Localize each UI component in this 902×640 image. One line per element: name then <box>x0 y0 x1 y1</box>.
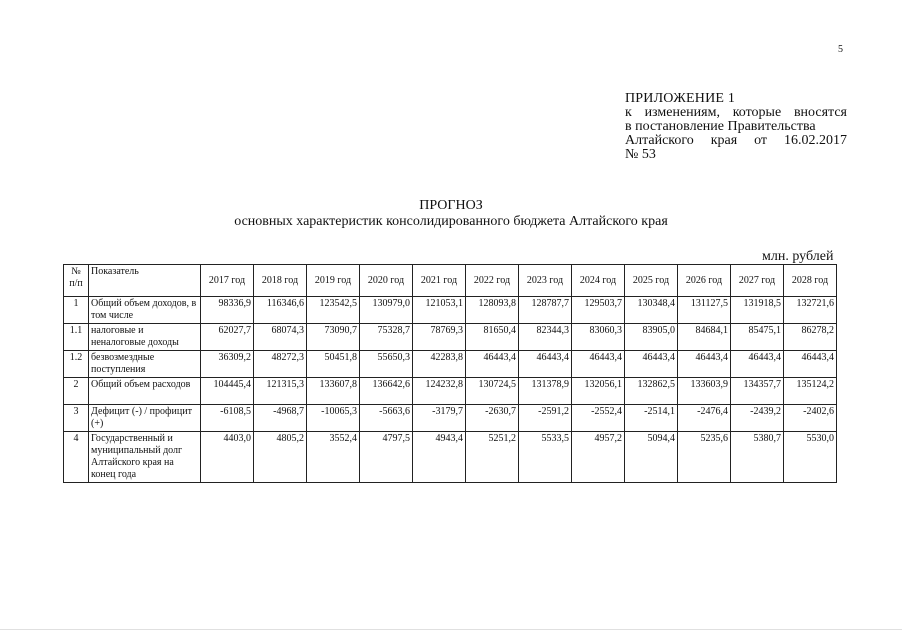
cell-value: 116346,6 <box>254 297 307 324</box>
header-year: 2021 год <box>413 265 466 297</box>
cell-value: 5533,5 <box>519 432 572 483</box>
cell-value: 46443,4 <box>784 351 837 378</box>
cell-value: 131378,9 <box>519 378 572 405</box>
cell-value: 62027,7 <box>201 324 254 351</box>
row-number: 2 <box>64 378 89 405</box>
table-header-row <box>64 265 837 297</box>
cell-value: 4403,0 <box>201 432 254 483</box>
cell-value: 86278,2 <box>784 324 837 351</box>
page-number: 5 <box>838 44 843 55</box>
cell-value: 46443,4 <box>625 351 678 378</box>
cell-value: 4805,2 <box>254 432 307 483</box>
cell-value: -2591,2 <box>519 405 572 432</box>
cell-value: -2514,1 <box>625 405 678 432</box>
cell-value: 85475,1 <box>731 324 784 351</box>
appendix-block <box>625 92 847 162</box>
cell-value: 84684,1 <box>678 324 731 351</box>
cell-value: -2630,7 <box>466 405 519 432</box>
cell-value: 46443,4 <box>519 351 572 378</box>
row-label: безвозмездные поступления <box>89 351 201 378</box>
cell-value: 48272,3 <box>254 351 307 378</box>
header-year: 2025 год <box>625 265 678 297</box>
cell-value: 81650,4 <box>466 324 519 351</box>
cell-value: 132721,6 <box>784 297 837 324</box>
row-label: Общий объем расходов <box>89 378 201 405</box>
cell-value: 83060,3 <box>572 324 625 351</box>
table-row <box>64 324 837 351</box>
cell-value: 4797,5 <box>360 432 413 483</box>
appendix-line: в постановление Правительства <box>625 119 816 134</box>
cell-value: 131127,5 <box>678 297 731 324</box>
cell-value: 46443,4 <box>572 351 625 378</box>
cell-value: 5530,0 <box>784 432 837 483</box>
page-divider <box>0 629 902 630</box>
units-label: млн. рублей <box>762 249 834 264</box>
cell-value: -3179,7 <box>413 405 466 432</box>
row-number: 4 <box>64 432 89 483</box>
table-row <box>64 432 837 483</box>
cell-value: 3552,4 <box>307 432 360 483</box>
cell-value: -6108,5 <box>201 405 254 432</box>
header-year: 2022 год <box>466 265 519 297</box>
header-year: 2020 год <box>360 265 413 297</box>
cell-value: -5663,6 <box>360 405 413 432</box>
row-label: Государственный и муниципальный долг Алтайского края на конец года <box>89 432 201 483</box>
cell-value: 82344,3 <box>519 324 572 351</box>
cell-value: 78769,3 <box>413 324 466 351</box>
cell-value: 42283,8 <box>413 351 466 378</box>
cell-value: -10065,3 <box>307 405 360 432</box>
cell-value: 131918,5 <box>731 297 784 324</box>
cell-value: 5380,7 <box>731 432 784 483</box>
header-year: 2017 год <box>201 265 254 297</box>
cell-value: 46443,4 <box>731 351 784 378</box>
forecast-table <box>63 264 837 483</box>
row-number: 1.2 <box>64 351 89 378</box>
cell-value: 104445,4 <box>201 378 254 405</box>
header-year: 2028 год <box>784 265 837 297</box>
row-label: налоговые и неналоговые доходы <box>89 324 201 351</box>
row-label: Дефицит (-) / профицит (+) <box>89 405 201 432</box>
cell-value: 98336,9 <box>201 297 254 324</box>
cell-value: 83905,0 <box>625 324 678 351</box>
cell-value: -4968,7 <box>254 405 307 432</box>
row-label: Общий объем доходов, в том числе <box>89 297 201 324</box>
row-number: 1 <box>64 297 89 324</box>
cell-value: 132056,1 <box>572 378 625 405</box>
cell-value: -2552,4 <box>572 405 625 432</box>
row-number: 3 <box>64 405 89 432</box>
header-num: № п/п <box>64 265 89 297</box>
cell-value: 68074,3 <box>254 324 307 351</box>
cell-value: 121315,3 <box>254 378 307 405</box>
header-year: 2018 год <box>254 265 307 297</box>
row-number: 1.1 <box>64 324 89 351</box>
cell-value: 136642,6 <box>360 378 413 405</box>
cell-value: 46443,4 <box>466 351 519 378</box>
cell-value: 132862,5 <box>625 378 678 405</box>
cell-value: 135124,2 <box>784 378 837 405</box>
cell-value: 121053,1 <box>413 297 466 324</box>
cell-value: 5235,6 <box>678 432 731 483</box>
cell-value: 130724,5 <box>466 378 519 405</box>
cell-value: 134357,7 <box>731 378 784 405</box>
cell-value: 123542,5 <box>307 297 360 324</box>
document-subtitle: основных характеристик консолидированного бюджета Алтайского края <box>234 214 668 229</box>
cell-value: 55650,3 <box>360 351 413 378</box>
cell-value: 130348,4 <box>625 297 678 324</box>
cell-value: 5094,4 <box>625 432 678 483</box>
cell-value: 128093,8 <box>466 297 519 324</box>
appendix-line: к изменениям, которые вносятся <box>625 105 847 120</box>
table-row <box>64 405 837 432</box>
header-year: 2023 год <box>519 265 572 297</box>
cell-value: 50451,8 <box>307 351 360 378</box>
cell-value: 75328,7 <box>360 324 413 351</box>
header-year: 2027 год <box>731 265 784 297</box>
header-indicator: Показатель <box>89 265 201 297</box>
cell-value: 133607,8 <box>307 378 360 405</box>
cell-value: 124232,8 <box>413 378 466 405</box>
cell-value: 128787,7 <box>519 297 572 324</box>
cell-value: -2439,2 <box>731 405 784 432</box>
cell-value: -2476,4 <box>678 405 731 432</box>
cell-value: 46443,4 <box>678 351 731 378</box>
cell-value: 4943,4 <box>413 432 466 483</box>
cell-value: -2402,6 <box>784 405 837 432</box>
cell-value: 133603,9 <box>678 378 731 405</box>
appendix-title: ПРИЛОЖЕНИЕ 1 <box>625 91 736 106</box>
cell-value: 36309,2 <box>201 351 254 378</box>
table-row <box>64 351 837 378</box>
document-title: ПРОГНОЗ <box>419 198 483 213</box>
cell-value: 5251,2 <box>466 432 519 483</box>
cell-value: 73090,7 <box>307 324 360 351</box>
table-row <box>64 378 837 405</box>
table-row <box>64 297 837 324</box>
cell-value: 129503,7 <box>572 297 625 324</box>
appendix-line: Алтайского края от 16.02.2017 <box>625 133 847 148</box>
appendix-line: № 53 <box>625 147 656 162</box>
cell-value: 130979,0 <box>360 297 413 324</box>
header-year: 2026 год <box>678 265 731 297</box>
header-year: 2024 год <box>572 265 625 297</box>
header-year: 2019 год <box>307 265 360 297</box>
cell-value: 4957,2 <box>572 432 625 483</box>
